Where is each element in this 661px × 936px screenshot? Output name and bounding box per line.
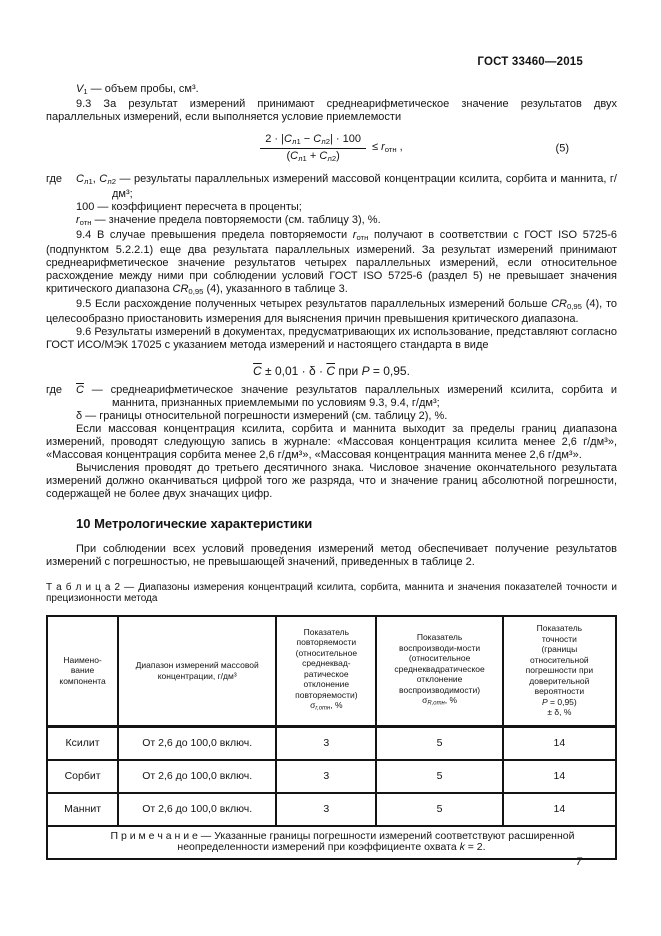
table-row-sorbit (47, 760, 616, 793)
cell-accuracy: 14 (503, 726, 616, 760)
page-number: 7 (575, 856, 582, 868)
table-row-mannit (47, 793, 616, 826)
para-9-3: 9.3 За результат измерений принимают среднеарифметическое значение результатов двух параллельных измерений, если выполняется условие приемлемости (46, 97, 617, 123)
cell-repeatability: 3 (276, 793, 376, 826)
section-heading-10: 10 Метрологические характеристики (76, 515, 313, 531)
cell-accuracy: 14 (503, 793, 616, 826)
para-method-accuracy: При соблюдении всех условий проведения измерений метод обеспечивает получение результатов измерений с погрешностью, не превышающей значений, приведенных в таблице 2. (46, 542, 617, 568)
cell-component: Маннит (47, 793, 118, 826)
table-note-row (47, 826, 616, 859)
repeatability-symbol: σr,отн, % (310, 700, 343, 712)
accuracy-confidence: P = 0,95) (542, 696, 577, 707)
para-v1-definition: V1 — объем пробы, см³. (76, 83, 199, 96)
formula-5-condition: ≤ rотн , (371, 141, 403, 155)
where-item-cmean: $\overline{C}$ — среднеарифметическое значение результатов параллельных измерений ксилита, сорбита и маннита, признанных приемлемыми по условиям 9.3, 9.4, г/дм³; (76, 383, 617, 409)
header-reproducibility: Показатель воспроизводи-мости (относительное среднеквадратическое отклонение воспроизводимости) σR,отн, % (376, 616, 502, 727)
cell-reproducibility: 5 (376, 760, 502, 793)
para-calculation-rules: Вычисления проводят до третьего десятичного знака. Числовое значение окончательного результата измерений должно оканчиваться цифрой того же разряда, что и значение границ абсолютной погрешности, содержащей не более двух значащих цифр. (46, 461, 617, 500)
fraction-numerator: 2 · |Cл1 − Cл2| · 100 (260, 133, 366, 150)
where-block-9-3 (46, 173, 617, 201)
cell-reproducibility: 5 (376, 793, 502, 826)
table-note-cell (47, 826, 616, 859)
table-row-ksilit (47, 726, 616, 760)
para-9-6: 9.6 Результаты измерений в документах, предусматривающих их использование, представляют согласно ГОСТ ИСО/МЭК 17025 с указанием метода измерений и настоящего стандарта в виде (46, 325, 617, 351)
para-out-of-range-record: Если массовая концентрация ксилита, сорбита и маннита выходит за пределы границ диапазона измерений, проводят следующую запись в журнале: «Массовая концентрация ксилита менее 2,6 г/дм³», «Массовая концентрация сорбита менее 2,6 г/дм³», «Массовая концентрация маннита менее 2,6 г/дм³». (46, 422, 617, 461)
table-note: П р и м е ч а н и е — Указанные границы погрешности измерений соответствуют расширенной неопределенности измерений при коэффициенте охвата k = 2. (110, 829, 575, 854)
doc-number-header: ГОСТ 33460—2015 (477, 56, 583, 68)
para-9-4: 9.4 В случае превышения предела повторяемости rотн получают в соответствии с ГОСТ ISO 5725-6 (подпунктом 5.2.2.1) еще два результата параллельных измерений. За результат измерений принимают среднеарифметическое значение результатов четырех параллельных измерений, если относительное расхождение между ними при соблюдении условий ГОСТ ISO 5725-6 (раздел 5) не превышает значения критического диапазона CR0,95 (4), указанного в таблице 3. (46, 228, 617, 296)
cell-range: От 2,6 до 100,0 включ. (118, 726, 276, 760)
table-2-caption: Т а б л и ц а 2 — Диапазоны измерения концентраций ксилита, сорбита, маннита и значения показателей точности и прецизионности метода (46, 581, 617, 605)
header-range: Диапазон измерений массовой концентрации, г/дм³ (118, 616, 276, 727)
accuracy-symbol: ± δ, % (547, 707, 572, 718)
cell-repeatability: 3 (276, 760, 376, 793)
where-label: где (46, 383, 63, 396)
cell-repeatability: 3 (276, 726, 376, 760)
where-block-9-6 (46, 384, 617, 410)
equation-number-5: (5) (555, 142, 569, 155)
header-component: Наимено- вание компонента (47, 616, 118, 727)
where-item-c: Cл1, Cл2 — результаты параллельных измерений массовой концентрации ксилита, сорбита и маннита, г/дм³; (76, 172, 617, 200)
fraction-denominator: (Cл1 + Cл2) (286, 150, 340, 164)
reproducibility-symbol: σR,отн, % (422, 695, 458, 707)
fraction (260, 133, 366, 166)
cell-range: От 2,6 до 100,0 включ. (118, 760, 276, 793)
formula-mean-result: $\overline{C} \pm 0,01 \cdot \delta \cdot \overline{C}$ при P = 0,95. (253, 363, 410, 378)
cell-reproducibility: 5 (376, 726, 502, 760)
header-repeatability: Показатель повторяемости (относительное среднеквад- ратическое отклонение повторяемости) σr,отн, % (276, 616, 376, 727)
cell-component: Ксилит (47, 726, 118, 760)
where-label: где (46, 172, 63, 185)
where-item-100: 100 — коэффициент пересчета в проценты; (76, 200, 302, 213)
cell-component: Сорбит (47, 760, 118, 793)
para-9-5: 9.5 Если расхождение полученных четырех результатов параллельных измерений больше CR0,95 (4), то целесообразно приостановить измерения для выяснения причин превышения критического диапазона. (46, 297, 617, 325)
page-content (46, 0, 617, 860)
header-accuracy: Показатель точности (границы относительной погрешности при доверительной вероятности P = 0,95) ± δ, % (503, 616, 616, 727)
metrology-table (46, 615, 617, 860)
formula-5 (46, 129, 617, 169)
where-item-delta: δ — границы относительной погрешности измерений (см. таблицу 2), %. (76, 409, 448, 422)
cell-range: От 2,6 до 100,0 включ. (118, 793, 276, 826)
cell-accuracy: 14 (503, 760, 616, 793)
table-header-row (47, 616, 616, 727)
where-item-r: rотн — значение предела повторяемости (см. таблицу 3), %. (76, 213, 381, 227)
